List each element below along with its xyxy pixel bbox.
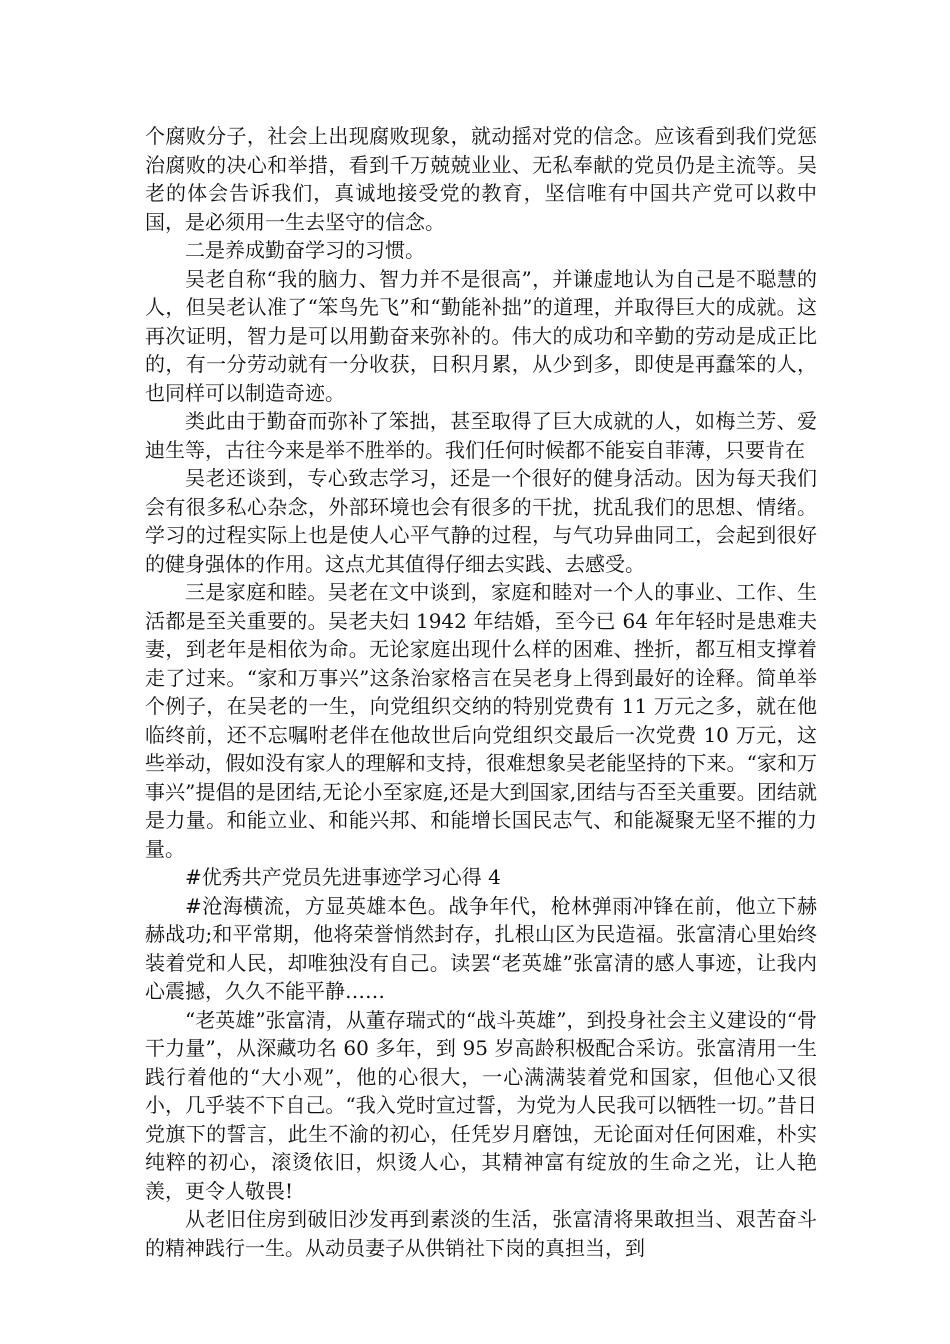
paragraph: 吴老还谈到，专心致志学习，还是一个很好的健身活动。因为每天我们会有很多私心杂念，外部环境也会有很多的干扰，扰乱我们的思想、情绪。学习的过程实际上也是使人心平气静的过程，与气功异曲同工，会起到很好的健身强体的作用。这点尤其值得仔细去实践、去感受。 <box>145 466 817 576</box>
paragraph: 类此由于勤奋而弥补了笨拙，甚至取得了巨大成就的人，如梅兰芳、爱迪生等，古往今来是举不胜举的。我们任何时候都不能妄自菲薄，只要肯在 <box>145 409 817 462</box>
document-body <box>145 122 817 1262</box>
paragraph: 个腐败分子，社会上出现腐败现象，就动摇对党的信念。应该看到我们党惩治腐败的决心和举措，看到千万兢兢业业、无私奉献的党员仍是主流等。吴老的体会告诉我们，真诚地接受党的教育，坚信唯有中国共产党可以救中国，是必须用一生去坚守的信念。 <box>145 124 817 234</box>
paragraph: 从老旧住房到破旧沙发再到素淡的生活，张富清将果敢担当、艰苦奋斗的精神践行一生。从动员妻子从供销社下岗的真担当，到 <box>145 1207 817 1260</box>
paragraph: 三是家庭和睦。吴老在文中谈到，家庭和睦对一个人的事业、工作、生活都是至关重要的。吴老夫妇 1942 年结婚，至今已 64 年年轻时是患难夫妻，到老年是相依为命。无论家庭出现什么样的困难、挫折，都互相支撑着走了过来。“家和万事兴”这条治家格言在吴老身上得到最好的诠释。简单举个例子，在吴老的一生，向党组织交纳的特别党费有 11 万元之多，就在他临终前，还不忘嘱咐老伴在他故世后向党组织交最后一次党费 10 万元，这些举动，假如没有家人的理解和支持，很难想象吴老能坚持的下来。“家和万事兴”提倡的是团结,无论小至家庭,还是大到国家,团结与否至关重要。团结就是力量。和能立业、和能兴邦、和能增长国民志气、和能凝聚无坚不摧的力量。 <box>145 580 817 861</box>
paragraph: #沧海横流，方显英雄本色。战争年代，枪林弹雨冲锋在前，他立下赫赫战功;和平常期，他将荣誉悄然封存，扎根山区为民造福。张富清心里始终装着党和人民，却唯独没有自己。读罢“老英雄”张富清的感人事迹，让我内心震撼，久久不能平静…… <box>145 893 817 1003</box>
paragraph: 吴老自称“我的脑力、智力并不是很高”，并谦虚地认为自己是不聪慧的人，但吴老认准了“笨鸟先飞”和“勤能补拙”的道理，并取得巨大的成就。这再次证明，智力是可以用勤奋来弥补的。伟大的成功和辛勤的劳动是成正比的，有一分劳动就有一分收获，日积月累，从少到多，即使是再蠢笨的人，也同样可以制造奇迹。 <box>145 266 817 405</box>
section-heading: #优秀共产党员先进事迹学习心得 4 <box>185 865 501 889</box>
paragraph: “老英雄”张富清，从董存瑞式的“战斗英雄”，到投身社会主义建设的“骨干力量”，从深藏功名 60 多年，到 95 岁高龄积极配合采访。张富清用一生践行着他的“大小观”，他的心很大，一心满满装着党和国家，但他心又很小，几乎装不下自己。“我入党时宣过誓，为党为人民我可以牺牲一切。”昔日党旗下的誓言，此生不渝的初心，任凭岁月磨蚀，无论面对任何困难，朴实纯粹的初心，滚烫依旧，炽烫人心，其精神富有绽放的生命之光，让人艳羡，更令人敬畏! <box>145 1007 817 1203</box>
paragraph: 二是养成勤奋学习的习惯。 <box>185 238 425 262</box>
